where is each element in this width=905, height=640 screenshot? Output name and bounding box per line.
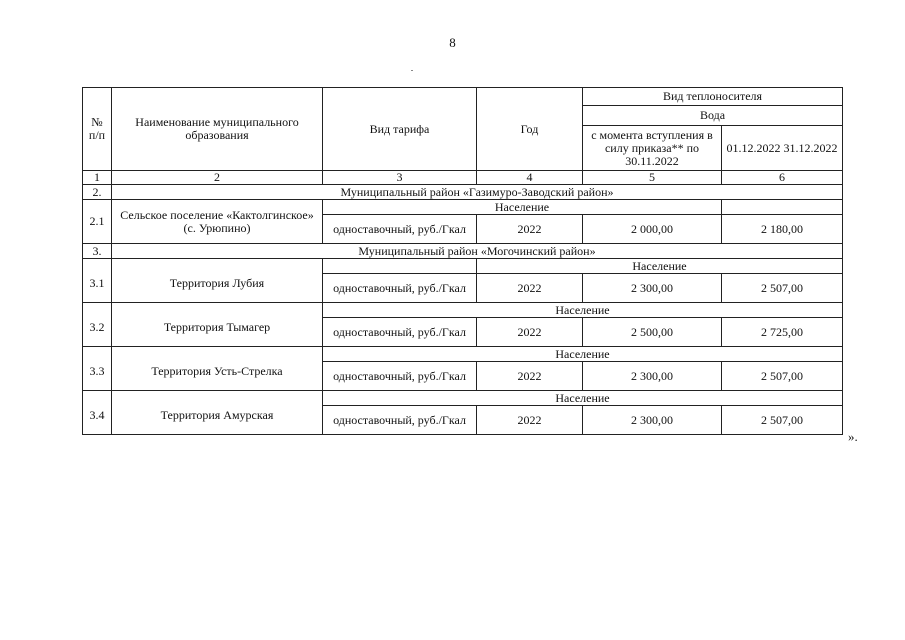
col-number: 2 (112, 171, 323, 185)
row-category: Население (477, 259, 843, 274)
row-tariff: одноставочный, руб./Гкал (323, 215, 477, 244)
row-category: Население (323, 303, 843, 318)
row-year: 2022 (477, 215, 583, 244)
row-name: Территория Амурская (112, 391, 323, 435)
row-value-1: 2 300,00 (583, 274, 722, 303)
row-category: Население (323, 391, 843, 406)
row-value-1: 2 500,00 (583, 318, 722, 347)
section-title: Муниципальный район «Могочинский район» (112, 244, 843, 259)
section-num: 3. (83, 244, 112, 259)
row-value-2: 2 180,00 (722, 215, 843, 244)
row-num: 3.2 (83, 303, 112, 347)
row-category: Население (323, 200, 722, 215)
row-year: 2022 (477, 406, 583, 435)
row-year: 2022 (477, 318, 583, 347)
row-value-2: 2 725,00 (722, 318, 843, 347)
row-name: Сельское поселение «Кактолгинское» (с. Урюпино) (112, 200, 323, 244)
col-number: 1 (83, 171, 112, 185)
header-period-2: 01.12.2022 31.12.2022 (722, 126, 843, 171)
table-row (83, 259, 843, 274)
col-number: 4 (477, 171, 583, 185)
row-year: 2022 (477, 362, 583, 391)
header-tariff-type: Вид тарифа (323, 88, 477, 171)
col-number: 5 (583, 171, 722, 185)
row-num: 2.1 (83, 200, 112, 244)
row-value-1: 2 000,00 (583, 215, 722, 244)
table-row (83, 391, 843, 406)
table-row (83, 347, 843, 362)
row-tariff: одноставочный, руб./Гкал (323, 406, 477, 435)
row-year: 2022 (477, 274, 583, 303)
header-water: Вода (583, 106, 843, 126)
row-num: 3.1 (83, 259, 112, 303)
table-row (83, 200, 843, 215)
empty-cell (323, 259, 477, 274)
header-num: № п/п (83, 88, 112, 171)
scan-speck (411, 70, 413, 71)
row-tariff: одноставочный, руб./Гкал (323, 362, 477, 391)
row-value-2: 2 507,00 (722, 274, 843, 303)
col-number: 6 (722, 171, 843, 185)
header-name: Наименование муниципального образования (112, 88, 323, 171)
row-value-2: 2 507,00 (722, 406, 843, 435)
header-year: Год (477, 88, 583, 171)
column-number-row (83, 171, 843, 185)
row-category: Население (323, 347, 843, 362)
row-value-2: 2 507,00 (722, 362, 843, 391)
row-num: 3.4 (83, 391, 112, 435)
row-name: Территория Тымагер (112, 303, 323, 347)
header-period-1: с момента вступления в силу приказа** по 30.11.2022 (583, 126, 722, 171)
header-carrier: Вид теплоносителя (583, 88, 843, 106)
empty-cell (722, 200, 843, 215)
tariff-table (82, 87, 843, 435)
closing-quote: ». (848, 429, 858, 444)
col-number: 3 (323, 171, 477, 185)
section-num: 2. (83, 185, 112, 200)
row-value-1: 2 300,00 (583, 362, 722, 391)
section-title: Муниципальный район «Газимуро-Заводский район» (112, 185, 843, 200)
row-num: 3.3 (83, 347, 112, 391)
row-value-1: 2 300,00 (583, 406, 722, 435)
row-name: Территория Лубия (112, 259, 323, 303)
section-row (83, 185, 843, 200)
row-tariff: одноставочный, руб./Гкал (323, 274, 477, 303)
row-name: Территория Усть-Стрелка (112, 347, 323, 391)
page-number: 8 (449, 35, 456, 50)
section-row (83, 244, 843, 259)
table-row (83, 303, 843, 318)
row-tariff: одноставочный, руб./Гкал (323, 318, 477, 347)
